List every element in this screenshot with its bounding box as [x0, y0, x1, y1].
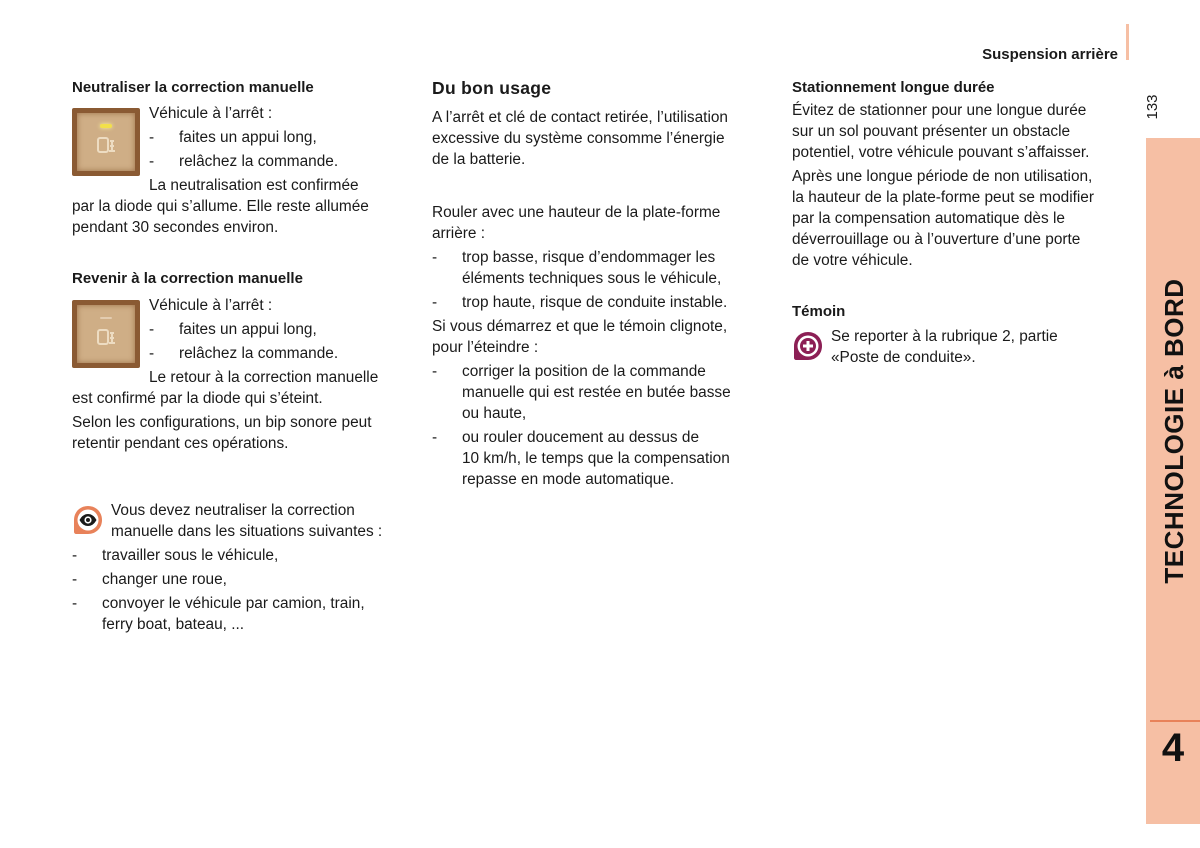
list-item-continued: manuelle qui est restée en butée basse: [462, 384, 731, 401]
chapter-sidebar: [1146, 138, 1200, 824]
revenir-text: retentir pendant ces opérations.: [72, 435, 289, 452]
paragraph-line: la hauteur de la plate-forme peut se modifier: [792, 189, 1094, 206]
revenir-text: est confirmé par la diode qui s’éteint.: [72, 390, 323, 407]
list-item-continued: éléments techniques sous le véhicule,: [462, 270, 722, 287]
paragraph-line: Rouler avec une hauteur de la plate-forme: [432, 204, 721, 221]
stationnement-heading: Stationnement longue durée: [792, 79, 995, 96]
chapter-number: 4: [1161, 726, 1185, 770]
list-item-continued: 10 km/h, le temps que la compensation: [462, 450, 730, 467]
plus-icon: [792, 330, 824, 362]
list-item-continued: repasse en mode automatique.: [462, 471, 675, 488]
neutraliser-text: par la diode qui s’allume. Elle reste allumée: [72, 198, 369, 215]
note-text: Vous devez neutraliser la correction: [111, 502, 355, 519]
revenir-intro: Véhicule à l’arrêt :: [149, 297, 273, 314]
chapter-title: TECHNOLOGIE à BORD: [1159, 278, 1189, 584]
list-item-continued: ferry boat, bateau, ...: [102, 616, 245, 633]
paragraph-line: A l’arrêt et clé de contact retirée, l’utilisation: [432, 109, 728, 126]
paragraph-line: de votre véhicule.: [792, 252, 913, 269]
led-off-indicator: [100, 317, 112, 319]
header-divider: [1126, 24, 1129, 60]
list-item-continued: ou haute,: [462, 405, 527, 422]
reference-text: «Poste de conduite».: [831, 349, 976, 366]
neutraliser-heading: Neutraliser la correction manuelle: [72, 79, 314, 96]
paragraph-line: excessive du système consomme l’énergie: [432, 130, 725, 147]
paragraph-line: de la batterie.: [432, 151, 526, 168]
section-title: Suspension arrière: [982, 46, 1118, 63]
neutraliser-text: pendant 30 secondes environ.: [72, 219, 279, 236]
du-bon-usage-heading: Du bon usage: [432, 78, 552, 98]
paragraph-line: Si vous démarrez et que le témoin clignote,: [432, 318, 728, 335]
reference-text: Se reporter à la rubrique 2, partie: [831, 328, 1058, 345]
paragraph-line: sur un sol pouvant présenter un obstacle: [792, 123, 1071, 140]
temoin-heading: Témoin: [792, 303, 846, 320]
suspension-switch-icon: [95, 135, 117, 157]
paragraph-line: par la compensation automatique dès le: [792, 210, 1065, 227]
page-number: 133: [1144, 94, 1161, 120]
paragraph-line: pour l’éteindre :: [432, 339, 539, 356]
paragraph-line: déverrouillage ou à l’ouverture d’une porte: [792, 231, 1081, 248]
suspension-switch-on-image: [72, 108, 140, 176]
paragraph-line: potentiel, votre véhicule pouvant s’affaisser.: [792, 144, 1090, 161]
paragraph-line: Évitez de stationner pour une longue durée: [792, 102, 1087, 119]
revenir-text: Le retour à la correction manuelle: [149, 369, 379, 386]
paragraph-line: Après une longue période de non utilisation,: [792, 168, 1093, 185]
revenir-heading: Revenir à la correction manuelle: [72, 270, 303, 287]
chapter-divider: [1150, 720, 1200, 722]
neutraliser-intro: Véhicule à l’arrêt :: [149, 105, 273, 122]
revenir-text: Selon les configurations, un bip sonore peut: [72, 414, 372, 431]
eye-icon: [72, 504, 104, 536]
suspension-switch-off-image: [72, 300, 140, 368]
led-on-indicator: [100, 124, 112, 128]
paragraph-line: arrière :: [432, 225, 486, 242]
note-text: manuelle dans les situations suivantes :: [111, 523, 383, 540]
suspension-switch-icon: [95, 327, 117, 349]
neutraliser-text: La neutralisation est confirmée: [149, 177, 359, 194]
